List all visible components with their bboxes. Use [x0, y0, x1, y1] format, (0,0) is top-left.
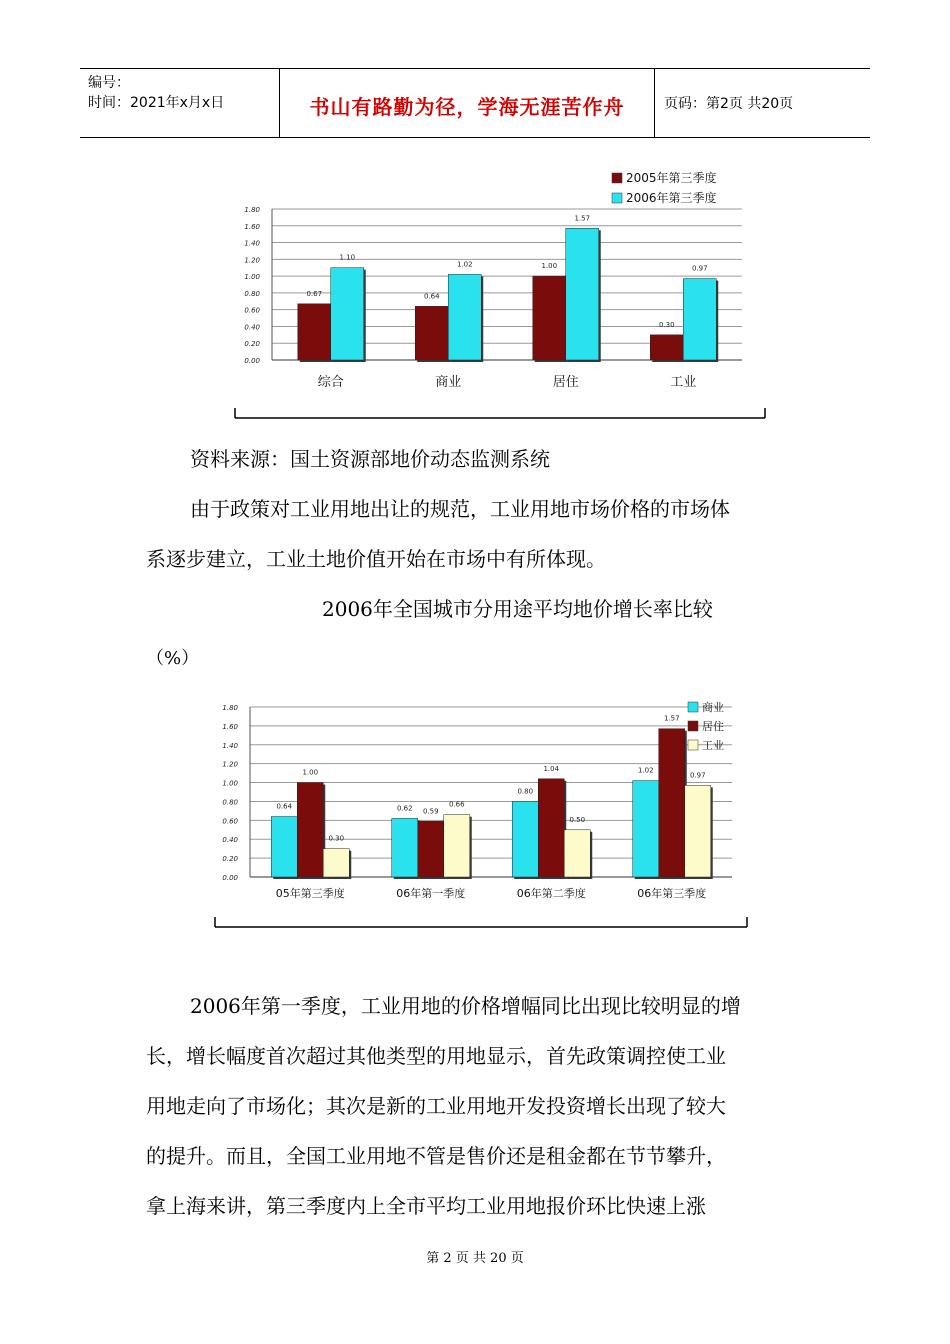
- y-tick-label: 0.20: [244, 340, 260, 349]
- bar: [444, 815, 470, 877]
- bar: [685, 785, 711, 877]
- data-label: 1.10: [339, 253, 356, 262]
- data-label: 0.30: [328, 834, 345, 843]
- x-category-label: 工业: [670, 375, 697, 390]
- paragraph-1-line-2: 系逐步建立，工业土地价值开始在市场中有所体现。: [146, 547, 606, 571]
- data-label: 0.97: [691, 264, 708, 273]
- x-category-label: 综合: [317, 375, 344, 390]
- legend-swatch: [688, 721, 698, 731]
- data-label: 1.00: [541, 262, 558, 271]
- bar: [650, 335, 683, 360]
- bar: [659, 729, 685, 877]
- data-label: 1.02: [456, 260, 473, 269]
- chart-1: [230, 160, 770, 429]
- bar: [538, 779, 564, 877]
- legend-label: 居住: [702, 720, 724, 733]
- data-label: 0.64: [276, 802, 293, 811]
- y-tick-label: 1.60: [222, 722, 238, 731]
- legend-label: 工业: [702, 739, 724, 752]
- bar: [297, 783, 323, 877]
- header-motto: 书山有路勤为径，学海无涯苦作舟: [309, 95, 625, 119]
- chart-2-title: 2006年全国城市分用途平均地价增长率比较: [322, 597, 713, 621]
- chart-2-unit: （%）: [146, 648, 200, 669]
- bar: [448, 274, 481, 360]
- paragraph-2-line-1: 2006年第一季度，工业用地的价格增幅同比出现比较明显的增: [190, 994, 741, 1018]
- y-tick-label: 0.20: [222, 855, 238, 864]
- x-category-label: 居住: [552, 375, 579, 390]
- data-label: 1.57: [574, 214, 591, 223]
- header-page-label: 页码：第2页 共20页: [664, 96, 794, 112]
- header-divider: [654, 69, 655, 137]
- bar: [298, 304, 331, 360]
- paragraph-2-line-4: 的提升。而且，全国工业用地不管是售价还是租金都在节节攀升，: [146, 1144, 726, 1168]
- legend-swatch: [612, 193, 622, 203]
- data-label: 0.67: [306, 289, 323, 298]
- x-category-label: 05年第三季度: [275, 887, 345, 900]
- time-label: 时间：2021年x月x日: [88, 95, 225, 111]
- bar: [392, 818, 418, 877]
- bar: [564, 830, 590, 877]
- data-label: 0.50: [569, 815, 586, 824]
- y-tick-label: 0.60: [222, 817, 238, 826]
- legend-label: 2006年第三季度: [626, 191, 717, 205]
- bar: [683, 279, 716, 360]
- bar: [323, 849, 349, 877]
- y-tick-label: 1.80: [222, 704, 238, 712]
- data-label: 0.59: [422, 807, 439, 816]
- bar: [566, 228, 599, 360]
- page-footer: 第 2 页 共 20 页: [426, 1251, 524, 1266]
- bar: [512, 801, 538, 877]
- bar: [533, 276, 566, 360]
- bar: [331, 268, 364, 360]
- legend-swatch: [688, 702, 698, 712]
- y-tick-label: 0.40: [222, 836, 238, 845]
- y-tick-label: 0.80: [244, 289, 260, 298]
- bar: [271, 817, 297, 877]
- data-label: 0.66: [448, 800, 465, 809]
- data-label: 0.80: [517, 787, 534, 796]
- y-tick-label: 0.00: [244, 357, 260, 365]
- number-label: 编号：: [88, 75, 130, 91]
- legend-swatch: [688, 740, 698, 750]
- x-category-label: 商业: [435, 375, 462, 390]
- y-tick-label: 1.00: [244, 273, 260, 282]
- chart-2-svg: [212, 695, 757, 935]
- bar: [633, 781, 659, 877]
- legend-label: 2005年第三季度: [626, 171, 717, 185]
- data-label: 1.57: [663, 714, 680, 723]
- source-note: 资料来源：国土资源部地价动态监测系统: [190, 447, 550, 471]
- x-category-label: 06年第三季度: [637, 887, 707, 900]
- paragraph-2-line-2: 长，增长幅度首次超过其他类型的用地显示，首先政策调控使工业: [146, 1044, 726, 1068]
- y-tick-label: 0.80: [222, 798, 238, 807]
- bar: [418, 821, 444, 877]
- y-tick-label: 1.20: [222, 760, 238, 769]
- data-label: 1.02: [637, 766, 654, 775]
- y-tick-label: 1.60: [244, 222, 260, 231]
- legend-label: 商业: [702, 701, 724, 714]
- y-tick-label: 1.40: [244, 239, 260, 248]
- paragraph-1-line-1: 由于政策对工业用地出让的规范，工业用地市场价格的市场体: [190, 497, 730, 521]
- chart-1-svg: [230, 160, 770, 425]
- data-label: 1.04: [543, 764, 560, 773]
- data-label: 0.62: [396, 804, 413, 813]
- data-label: 0.30: [658, 320, 675, 329]
- legend-swatch: [612, 173, 622, 183]
- data-label: 0.97: [689, 771, 706, 780]
- data-label: 1.00: [302, 768, 319, 777]
- paragraph-2-line-3: 用地走向了市场化；其次是新的工业用地开发投资增长出现了较大: [146, 1094, 726, 1118]
- y-tick-label: 1.00: [222, 779, 238, 788]
- chart-2: [212, 695, 757, 939]
- y-tick-label: 1.80: [244, 206, 260, 214]
- data-label: 0.64: [423, 292, 440, 301]
- y-tick-label: 0.60: [244, 306, 260, 315]
- y-tick-label: 0.40: [244, 323, 260, 332]
- y-tick-label: 1.40: [222, 741, 238, 750]
- x-category-label: 06年第一季度: [396, 887, 466, 900]
- header-meta: [88, 73, 224, 113]
- bar: [415, 306, 448, 360]
- paragraph-2-line-5: 拿上海来讲，第三季度内上全市平均工业用地报价环比快速上涨: [146, 1194, 706, 1218]
- x-category-label: 06年第二季度: [516, 887, 586, 900]
- y-tick-label: 0.00: [222, 874, 238, 882]
- y-tick-label: 1.20: [244, 256, 260, 265]
- page-header: [80, 68, 870, 138]
